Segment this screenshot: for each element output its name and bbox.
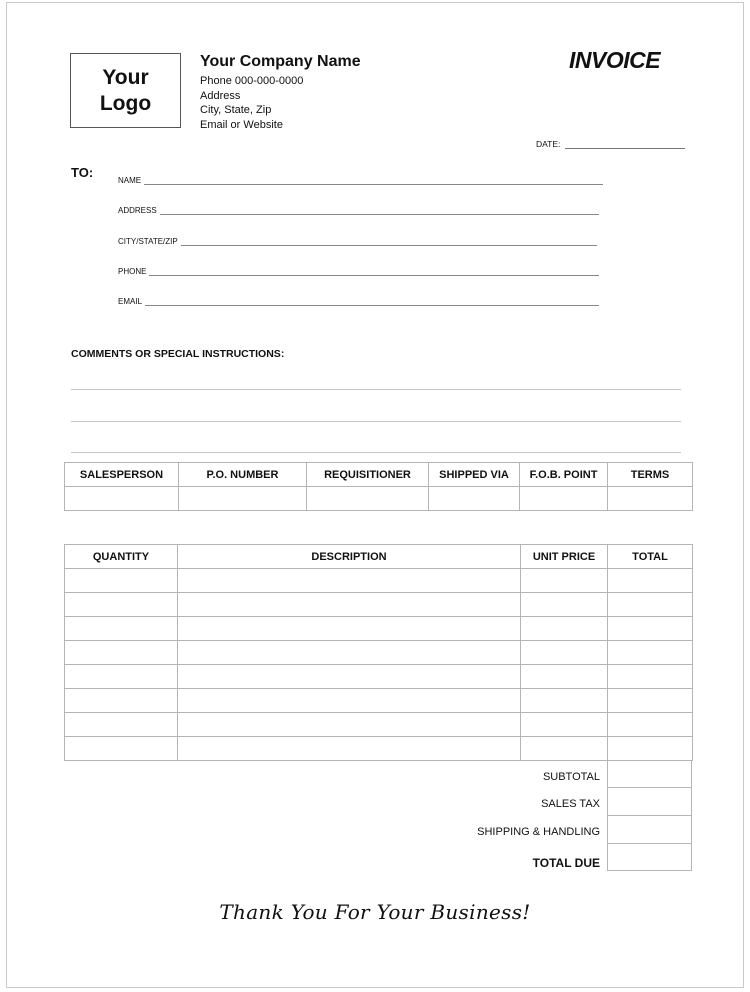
quantity-cell[interactable]	[65, 737, 178, 761]
shipping-label: SHIPPING & HANDLING	[477, 826, 600, 838]
sales-tax-field[interactable]	[607, 787, 692, 816]
unit-price-cell[interactable]	[521, 713, 608, 737]
to-phone-field[interactable]	[118, 267, 599, 276]
unit-price-cell[interactable]	[521, 569, 608, 593]
quantity-cell[interactable]	[65, 665, 178, 689]
unit-price-cell[interactable]	[521, 593, 608, 617]
shipped-via-cell[interactable]	[429, 487, 520, 511]
total-cell[interactable]	[608, 737, 693, 761]
table-row	[65, 689, 693, 713]
date-label: DATE:	[536, 139, 561, 149]
total-cell[interactable]	[608, 569, 693, 593]
total-due-label: TOTAL DUE	[532, 856, 600, 870]
total-cell[interactable]	[608, 665, 693, 689]
logo-line-1: Your	[102, 65, 149, 89]
salesperson-header: SALESPERSON	[65, 463, 179, 487]
sales-tax-label: SALES TAX	[541, 798, 600, 810]
total-cell[interactable]	[608, 641, 693, 665]
unit-price-cell[interactable]	[521, 665, 608, 689]
shipping-field[interactable]	[607, 815, 692, 844]
to-address-label: ADDRESS	[118, 206, 157, 215]
po-number-cell[interactable]	[179, 487, 307, 511]
quantity-cell[interactable]	[65, 689, 178, 713]
to-name-label: NAME	[118, 176, 142, 185]
shipped-via-header: SHIPPED VIA	[429, 463, 520, 487]
date-field[interactable]	[536, 139, 685, 149]
description-cell[interactable]	[178, 737, 521, 761]
requisitioner-header: REQUISITIONER	[307, 463, 429, 487]
company-city: City, State, Zip	[200, 104, 272, 116]
unit-price-header: UNIT PRICE	[521, 545, 608, 569]
order-info-table	[64, 462, 693, 511]
to-label: TO:	[71, 165, 94, 180]
to-name-line[interactable]	[144, 176, 603, 185]
to-phone-line[interactable]	[149, 267, 599, 276]
unit-price-cell[interactable]	[521, 617, 608, 641]
comments-label: COMMENTS OR SPECIAL INSTRUCTIONS:	[71, 348, 285, 360]
items-header-row	[65, 545, 693, 569]
comment-line[interactable]	[71, 421, 681, 422]
fob-point-header: F.O.B. POINT	[520, 463, 608, 487]
comment-line[interactable]	[71, 452, 681, 453]
subtotal-label: SUBTOTAL	[542, 771, 600, 783]
company-email: Email or Website	[200, 118, 283, 131]
quantity-cell[interactable]	[65, 641, 178, 665]
to-city-line[interactable]	[181, 237, 597, 246]
salesperson-cell[interactable]	[65, 487, 179, 511]
description-cell[interactable]	[178, 593, 521, 617]
comment-line[interactable]	[71, 389, 681, 390]
to-address-field[interactable]	[118, 206, 599, 215]
description-cell[interactable]	[178, 641, 521, 665]
table-row	[65, 665, 693, 689]
table-row	[65, 641, 693, 665]
table-row	[65, 569, 693, 593]
quantity-cell[interactable]	[65, 713, 178, 737]
company-name: Your Company Name	[200, 53, 361, 70]
unit-price-cell[interactable]	[521, 737, 608, 761]
unit-price-cell[interactable]	[521, 689, 608, 713]
fob-point-cell[interactable]	[520, 487, 608, 511]
order-header-row	[65, 463, 693, 487]
to-email-line[interactable]	[145, 297, 599, 306]
to-email-field[interactable]	[118, 297, 599, 306]
company-address: Address	[200, 89, 241, 102]
table-row	[65, 737, 693, 761]
po-number-header: P.O. NUMBER	[179, 463, 307, 487]
description-cell[interactable]	[178, 713, 521, 737]
logo-line-2: Logo	[99, 91, 152, 115]
logo-placeholder	[70, 53, 181, 128]
total-cell[interactable]	[608, 689, 693, 713]
company-phone: Phone 000-000-0000	[200, 75, 304, 87]
table-row	[65, 617, 693, 641]
to-city-field[interactable]	[118, 237, 597, 246]
description-cell[interactable]	[178, 617, 521, 641]
total-cell[interactable]	[608, 593, 693, 617]
quantity-cell[interactable]	[65, 569, 178, 593]
quantity-cell[interactable]	[65, 593, 178, 617]
thank-you-message: Thank You For Your Business!	[219, 900, 531, 924]
table-row	[65, 713, 693, 737]
total-header: TOTAL	[608, 545, 693, 569]
quantity-cell[interactable]	[65, 617, 178, 641]
terms-cell[interactable]	[608, 487, 693, 511]
to-address-line[interactable]	[160, 206, 599, 215]
to-city-label: CITY/STATE/ZIP	[118, 237, 178, 246]
line-items-table	[64, 544, 693, 761]
terms-header: TERMS	[608, 463, 693, 487]
to-name-field[interactable]	[118, 176, 603, 185]
total-due-field[interactable]	[607, 843, 692, 871]
company-info	[200, 52, 361, 132]
table-row	[65, 593, 693, 617]
total-cell[interactable]	[608, 713, 693, 737]
invoice-title: INVOICE	[569, 47, 661, 73]
to-email-label: EMAIL	[118, 297, 143, 306]
quantity-header: QUANTITY	[65, 545, 178, 569]
order-input-row	[65, 487, 693, 511]
unit-price-cell[interactable]	[521, 641, 608, 665]
date-input-line[interactable]	[565, 140, 685, 149]
description-cell[interactable]	[178, 665, 521, 689]
to-phone-label: PHONE	[118, 267, 147, 276]
requisitioner-cell[interactable]	[307, 487, 429, 511]
description-cell[interactable]	[178, 689, 521, 713]
description-header: DESCRIPTION	[178, 545, 521, 569]
description-cell[interactable]	[178, 569, 521, 593]
subtotal-field[interactable]	[607, 760, 692, 788]
total-cell[interactable]	[608, 617, 693, 641]
